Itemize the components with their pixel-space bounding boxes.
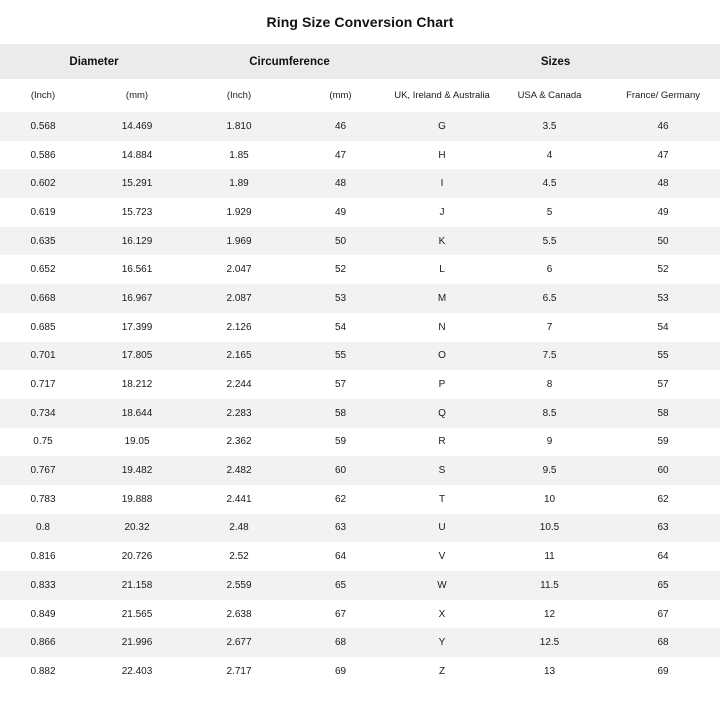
table-cell: 17.399 [86,313,188,342]
table-cell: 16.129 [86,227,188,256]
table-cell: 0.816 [0,542,86,571]
table-cell: 0.668 [0,284,86,313]
table-cell: 0.717 [0,370,86,399]
table-cell: 2.52 [188,542,290,571]
table-cell: 68 [290,628,391,657]
table-cell: 5.5 [493,227,606,256]
table-cell: 68 [606,628,720,657]
table-cell: 15.723 [86,198,188,227]
table-row [0,514,720,543]
table-cell: U [391,514,493,543]
table-cell: 0.635 [0,227,86,256]
table-cell: 10.5 [493,514,606,543]
table-cell: 13 [493,657,606,686]
table-cell: 14.884 [86,141,188,170]
table-cell: 21.565 [86,600,188,629]
table-cell: 2.441 [188,485,290,514]
table-cell: 50 [290,227,391,256]
table-cell: 15.291 [86,169,188,198]
table-cell: V [391,542,493,571]
table-body [0,112,720,686]
table-cell: 64 [290,542,391,571]
table-cell: 62 [606,485,720,514]
table-cell: 55 [290,342,391,371]
table-cell: 64 [606,542,720,571]
table-cell: 11 [493,542,606,571]
table-cell: 2.638 [188,600,290,629]
table-cell: 52 [290,255,391,284]
table-cell: 0.734 [0,399,86,428]
table-cell: O [391,342,493,371]
table-cell: 6 [493,255,606,284]
table-cell: 2.047 [188,255,290,284]
table-cell: 53 [290,284,391,313]
table-row [0,141,720,170]
table-row [0,255,720,284]
table-cell: 8 [493,370,606,399]
table-row [0,399,720,428]
table-cell: 62 [290,485,391,514]
table-cell: 58 [606,399,720,428]
table-cell: Q [391,399,493,428]
table-cell: 0.75 [0,428,86,457]
table-row [0,428,720,457]
table-cell: 4 [493,141,606,170]
table-cell: 2.717 [188,657,290,686]
table-cell: 21.158 [86,571,188,600]
table-cell: 11.5 [493,571,606,600]
table-cell: 19.482 [86,456,188,485]
table-cell: 52 [606,255,720,284]
table-cell: 57 [290,370,391,399]
table-cell: 53 [606,284,720,313]
table-cell: 0.833 [0,571,86,600]
table-cell: H [391,141,493,170]
table-cell: 2.362 [188,428,290,457]
table-group-header-row [0,44,720,79]
table-cell: S [391,456,493,485]
column-header-circumference-mm: (mm) [290,79,391,112]
table-cell: 8.5 [493,399,606,428]
table-cell: 65 [606,571,720,600]
table-cell: 12 [493,600,606,629]
column-header-uk-ireland-australia: UK, Ireland & Australia [391,79,493,112]
table-cell: T [391,485,493,514]
table-cell: I [391,169,493,198]
table-cell: 47 [606,141,720,170]
column-header-france-germany: France/ Germany [606,79,720,112]
table-cell: 4.5 [493,169,606,198]
table-cell: 54 [606,313,720,342]
table-row [0,112,720,141]
table-cell: 63 [606,514,720,543]
table-cell: 1.89 [188,169,290,198]
table-cell: 3.5 [493,112,606,141]
table-cell: 2.087 [188,284,290,313]
table-cell: 12.5 [493,628,606,657]
table-cell: 2.559 [188,571,290,600]
table-cell: 0.586 [0,141,86,170]
table-cell: 9 [493,428,606,457]
table-cell: R [391,428,493,457]
table-cell: 14.469 [86,112,188,141]
table-cell: 19.05 [86,428,188,457]
table-cell: 22.403 [86,657,188,686]
table-cell: 55 [606,342,720,371]
table-cell: Z [391,657,493,686]
table-cell: 6.5 [493,284,606,313]
table-cell: 2.244 [188,370,290,399]
table-cell: 18.644 [86,399,188,428]
table-cell: 16.561 [86,255,188,284]
table-cell: 0.568 [0,112,86,141]
table-cell: 59 [290,428,391,457]
table-cell: 2.677 [188,628,290,657]
table-row [0,370,720,399]
table-cell: 18.212 [86,370,188,399]
table-cell: 67 [290,600,391,629]
group-header-circumference: Circumference [188,44,391,79]
table-cell: 2.165 [188,342,290,371]
table-cell: 54 [290,313,391,342]
table-cell: 60 [606,456,720,485]
table-row [0,169,720,198]
table-row [0,342,720,371]
table-header [0,44,720,112]
table-cell: P [391,370,493,399]
table-cell: 1.810 [188,112,290,141]
table-cell: 2.126 [188,313,290,342]
table-cell: 0.685 [0,313,86,342]
table-row [0,456,720,485]
table-row [0,600,720,629]
table-cell: X [391,600,493,629]
table-cell: 58 [290,399,391,428]
table-cell: 49 [606,198,720,227]
table-cell: 2.48 [188,514,290,543]
table-cell: K [391,227,493,256]
table-cell: 20.32 [86,514,188,543]
table-cell: N [391,313,493,342]
group-header-diameter: Diameter [0,44,188,79]
table-cell: 1.85 [188,141,290,170]
table-cell: 2.482 [188,456,290,485]
table-cell: 10 [493,485,606,514]
table-cell: 1.969 [188,227,290,256]
table-cell: W [391,571,493,600]
column-header-diameter-mm: (mm) [86,79,188,112]
table-cell: 7 [493,313,606,342]
table-cell: 46 [290,112,391,141]
table-cell: 46 [606,112,720,141]
table-cell: 59 [606,428,720,457]
table-cell: J [391,198,493,227]
table-cell: 0.701 [0,342,86,371]
table-cell: 48 [290,169,391,198]
table-cell: 0.866 [0,628,86,657]
table-cell: 69 [290,657,391,686]
table-row [0,571,720,600]
table-cell: 0.619 [0,198,86,227]
table-cell: 0.767 [0,456,86,485]
table-cell: 17.805 [86,342,188,371]
table-cell: 60 [290,456,391,485]
ring-size-conversion-table [0,44,720,686]
table-cell: 1.929 [188,198,290,227]
table-sub-header-row [0,79,720,112]
table-cell: 7.5 [493,342,606,371]
table-cell: 57 [606,370,720,399]
column-header-diameter-inch: (Inch) [0,79,86,112]
table-cell: 0.8 [0,514,86,543]
table-row [0,628,720,657]
column-header-circumference-inch: (Inch) [188,79,290,112]
table-cell: 0.602 [0,169,86,198]
table-cell: 9.5 [493,456,606,485]
table-cell: 65 [290,571,391,600]
table-cell: G [391,112,493,141]
group-header-sizes: Sizes [391,44,720,79]
table-cell: 49 [290,198,391,227]
table-cell: 2.283 [188,399,290,428]
table-cell: 47 [290,141,391,170]
table-cell: 48 [606,169,720,198]
table-cell: 21.996 [86,628,188,657]
table-cell: 0.783 [0,485,86,514]
table-row [0,284,720,313]
table-row [0,313,720,342]
column-header-usa-canada: USA & Canada [493,79,606,112]
table-row [0,657,720,686]
page-title: Ring Size Conversion Chart [266,14,454,30]
table-cell: 19.888 [86,485,188,514]
table-row [0,227,720,256]
table-cell: 16.967 [86,284,188,313]
table-cell: 0.849 [0,600,86,629]
table-cell: 0.652 [0,255,86,284]
table-cell: L [391,255,493,284]
table-row [0,485,720,514]
table-row [0,542,720,571]
table-cell: 67 [606,600,720,629]
table-cell: 69 [606,657,720,686]
table-cell: 0.882 [0,657,86,686]
table-cell: 20.726 [86,542,188,571]
table-row [0,198,720,227]
table-cell: 63 [290,514,391,543]
table-cell: M [391,284,493,313]
table-cell: 5 [493,198,606,227]
table-cell: Y [391,628,493,657]
table-cell: 50 [606,227,720,256]
